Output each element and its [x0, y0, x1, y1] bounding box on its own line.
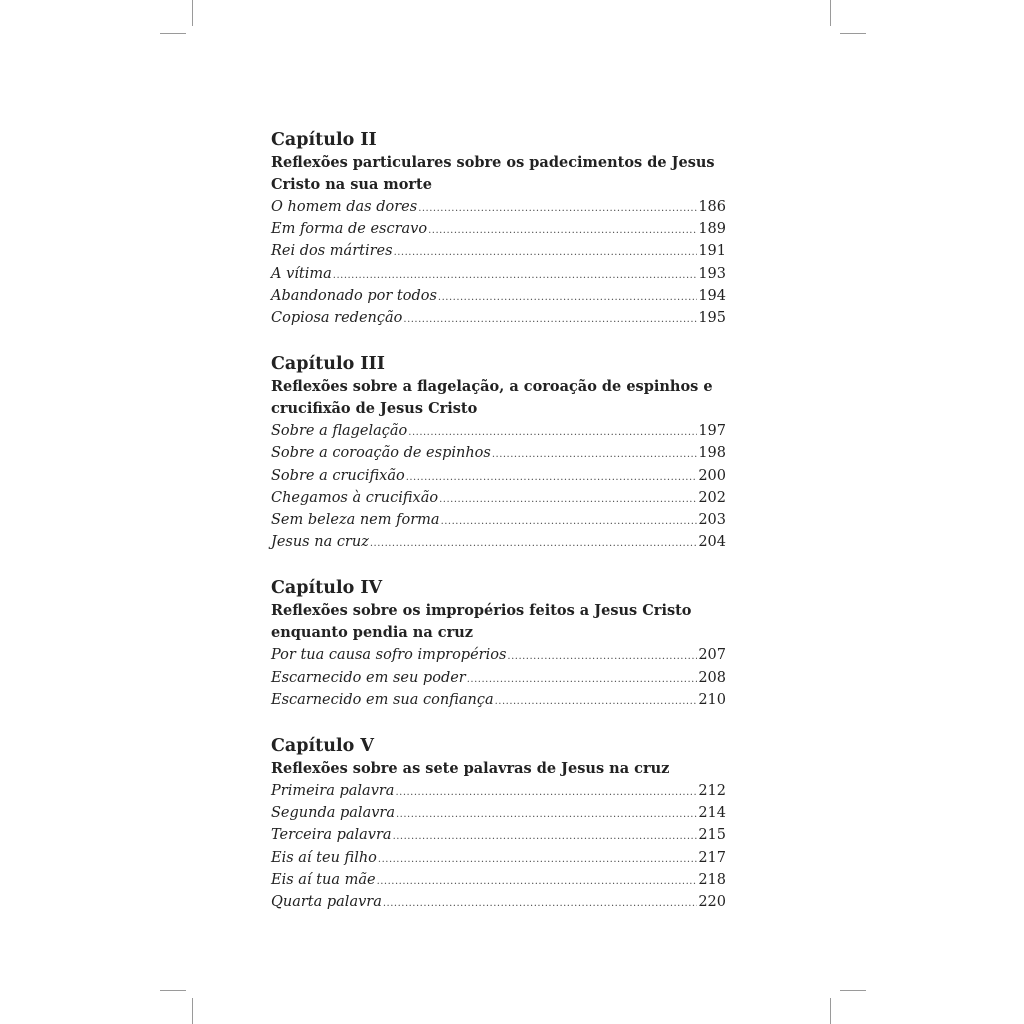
dot-leader [403, 309, 697, 330]
toc-entry-label: Em forma de escravo [271, 221, 428, 238]
dot-leader [370, 533, 697, 554]
toc-entry-page: 186 [698, 199, 726, 215]
chapter-title: Capítulo V [271, 736, 374, 757]
toc-entry[interactable] [271, 241, 726, 263]
chapter-subtitle: Reflexões sobre os impropérios feitos a Jesus Cristo enquanto pendia na cruz [271, 602, 692, 642]
toc-entry-label: Segunda palavra [271, 805, 395, 822]
toc-entry-label: Jesus na cruz [271, 534, 369, 551]
dot-leader [406, 467, 698, 488]
toc-entry-page: 195 [698, 310, 726, 327]
dot-leader [507, 646, 697, 667]
dot-leader [383, 893, 697, 914]
toc-entry-label: Quarta palavra [271, 894, 382, 911]
toc-entry-page: 214 [698, 805, 726, 822]
toc-entry-label: Abandonado por todos [271, 287, 437, 304]
dot-leader [492, 444, 697, 465]
dot-leader [378, 849, 697, 870]
toc-entry-label: Rei dos mártires [271, 243, 393, 260]
chapter-entries [271, 645, 751, 712]
toc-entry[interactable] [271, 781, 726, 803]
toc-entry-label: Escarnecido em sua confiança [271, 691, 494, 708]
dot-leader [333, 265, 698, 286]
dot-leader [377, 871, 698, 892]
toc-entry-label: Escarnecido em seu poder [271, 669, 466, 686]
toc-entry-page: 200 [698, 467, 726, 484]
toc-entry-page: 204 [698, 534, 726, 551]
toc-entry-page: 203 [698, 512, 726, 529]
toc-entry[interactable] [271, 645, 726, 667]
chapter-entries [271, 421, 751, 554]
dot-leader [408, 422, 697, 443]
toc-entry[interactable] [271, 870, 726, 892]
dot-leader [438, 287, 697, 308]
dot-leader [396, 804, 697, 825]
toc-entry-page: 215 [698, 827, 726, 844]
toc-entry-page: 210 [698, 691, 726, 708]
toc-entry-label: Chegamos à crucifixão [271, 489, 439, 506]
toc-entry-label: Por tua causa sofro impropérios [271, 647, 507, 664]
toc-entry-page: 194 [698, 287, 726, 304]
table-of-contents [271, 128, 751, 936]
chapter-subtitle: Reflexões particulares sobre os padecimentos de Jesus Cristo na sua morte [271, 154, 715, 193]
toc-entry-page: 202 [698, 489, 726, 506]
toc-entry[interactable] [271, 197, 726, 219]
toc-entry-label: Copiosa redenção [271, 310, 403, 327]
chapter-subtitle: Reflexões sobre as sete palavras de Jesus na cruz [271, 760, 670, 778]
chapter-title: Capítulo II [271, 130, 377, 150]
chapter-section [271, 128, 751, 330]
chapter-title: Capítulo III [271, 354, 385, 375]
toc-entry[interactable] [271, 466, 726, 488]
dot-leader [439, 489, 697, 510]
chapter-section [271, 734, 751, 914]
toc-entry-label: Sobre a coroação de espinhos [271, 445, 491, 462]
toc-entry[interactable] [271, 219, 726, 241]
crop-mark-bottom-left-horizontal [160, 990, 186, 991]
dot-leader [441, 511, 698, 532]
chapter-section [271, 576, 751, 712]
crop-mark-bottom-right-horizontal [840, 990, 866, 991]
crop-mark-top-right-horizontal [840, 33, 866, 34]
dot-leader [395, 782, 697, 803]
dot-leader [428, 220, 697, 241]
toc-entry-label: Primeira palavra [271, 783, 395, 800]
toc-entry[interactable] [271, 488, 726, 510]
chapter-entries [271, 197, 751, 330]
toc-entry-page: 198 [698, 445, 726, 462]
toc-entry[interactable] [271, 421, 726, 443]
dot-leader [495, 691, 698, 712]
toc-entry-page: 220 [698, 894, 726, 911]
toc-entry-label: O homem das dores [271, 199, 418, 215]
crop-mark-bottom-left-vertical [192, 998, 193, 1024]
crop-mark-top-right-vertical [830, 0, 831, 26]
toc-entry-page: 218 [698, 871, 726, 888]
toc-entry-page: 212 [698, 783, 726, 800]
toc-entry[interactable] [271, 668, 726, 690]
toc-entry[interactable] [271, 690, 726, 712]
dot-leader [394, 242, 698, 263]
toc-entry[interactable] [271, 848, 726, 870]
chapter-section [271, 352, 751, 554]
toc-entry-page: 207 [698, 647, 726, 664]
toc-entry-label: Sobre a crucifixão [271, 467, 405, 484]
toc-entry-page: 217 [698, 849, 726, 866]
dot-leader [418, 198, 697, 219]
toc-entry[interactable] [271, 308, 726, 330]
toc-entry-label: Eis aí teu filho [271, 849, 377, 866]
crop-mark-top-left-vertical [192, 0, 193, 26]
chapter-entries [271, 781, 751, 914]
chapter-subtitle: Reflexões sobre a flagelação, a coroação de espinhos e crucifixão de Jesus Cristo [271, 378, 713, 418]
toc-entry[interactable] [271, 892, 726, 914]
toc-entry[interactable] [271, 803, 726, 825]
dot-leader [393, 826, 698, 847]
toc-entry-page: 197 [698, 423, 726, 440]
toc-entry-label: Sobre a flagelação [271, 423, 408, 440]
toc-entry[interactable] [271, 825, 726, 847]
toc-entry-label: Terceira palavra [271, 827, 392, 844]
toc-entry-label: A vítima [271, 265, 332, 282]
crop-mark-bottom-right-vertical [830, 998, 831, 1024]
toc-entry[interactable] [271, 443, 726, 465]
chapter-title: Capítulo IV [271, 578, 383, 599]
toc-entry-label: Eis aí tua mãe [271, 871, 376, 888]
toc-entry[interactable] [271, 264, 726, 286]
toc-entry-label: Sem beleza nem forma [271, 512, 440, 529]
toc-entry[interactable] [271, 532, 726, 554]
toc-entry-page: 191 [698, 243, 726, 260]
toc-entry-page: 208 [698, 669, 726, 686]
dot-leader [467, 669, 698, 690]
toc-entry-page: 189 [698, 221, 726, 238]
crop-mark-top-left-horizontal [160, 33, 186, 34]
toc-entry-page: 193 [698, 265, 726, 282]
toc-entry[interactable] [271, 286, 726, 308]
toc-entry[interactable] [271, 510, 726, 532]
